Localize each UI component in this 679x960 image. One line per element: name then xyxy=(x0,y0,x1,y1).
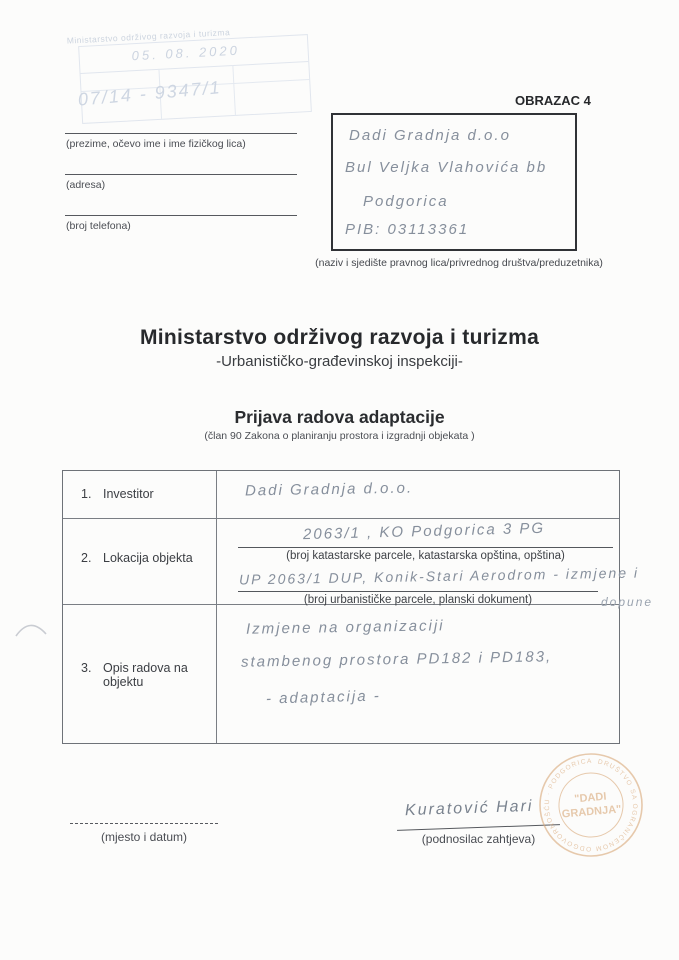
phone-field-caption: (broj telefona) xyxy=(66,220,131,232)
row-number: 3. xyxy=(81,661,92,675)
cadastre-parcel-line xyxy=(238,547,613,548)
stamp-ring-text: DRUŠTVO SA OGRANIČENOM ODGOVORNOŠĆU · PODGORICA xyxy=(543,757,639,853)
form-table xyxy=(62,470,654,744)
form-title-caption: (član 90 Zakona o planiranju prostora i izgradnji objekata ) xyxy=(204,430,475,442)
row-label-text: Lokacija objekta xyxy=(103,551,193,565)
stamp-center-line1: "DADI xyxy=(573,790,607,806)
signature-handwriting: Kuratović Hari xyxy=(404,797,534,820)
cadastre-parcel-caption: (broj katastarske parcele, katastarska opština, opština) xyxy=(286,550,565,562)
ministry-title: Ministarstvo održivog razvoja i turizma xyxy=(139,326,540,349)
address-field-line xyxy=(65,174,297,175)
works-description-line2: stambenog prostora PD182 i PD183, xyxy=(240,648,553,671)
stamp-center-line2: GRADNJA" xyxy=(561,803,622,821)
row-label-text: Opis radova na objektu xyxy=(103,661,188,689)
urban-parcel-overflow: dopune xyxy=(601,595,654,609)
phone-field-line xyxy=(65,215,297,216)
applicant-pib: PIB: 03113361 xyxy=(345,221,470,238)
row-label-text: Investitor xyxy=(103,487,154,501)
intake-stamp-rule xyxy=(81,61,309,74)
name-field-caption: (prezime, očevo ime i ime fizičkog lica) xyxy=(66,138,246,150)
address-field-caption: (adresa) xyxy=(66,179,106,191)
urban-parcel-caption: (broj urbanističke parcele, planski dokument) xyxy=(303,594,533,606)
applicant-name: Dadi Gradnja d.o.o xyxy=(349,127,511,144)
table-row-divider xyxy=(63,518,619,519)
intake-stamp-header: Ministarstvo održivog razvoja i turizma xyxy=(66,27,231,46)
row-number: 1. xyxy=(81,487,92,501)
place-date-line xyxy=(70,823,218,824)
row-number: 2. xyxy=(81,551,92,565)
intake-stamp-date: 05. 08. 2020 xyxy=(131,42,241,64)
cadastre-parcel-value: 2063/1 , KO Podgorica 3 PG xyxy=(302,519,546,544)
applicant-box-caption: (naziv i sjedište pravnog lica/privrednog društva/preduzetnika) xyxy=(315,257,603,269)
applicant-box xyxy=(331,113,577,251)
intake-stamp-rule xyxy=(232,65,236,115)
margin-pen-mark xyxy=(12,614,52,642)
investor-value: Dadi Gradnja d.o.o. xyxy=(244,479,414,500)
urban-parcel-line xyxy=(238,591,598,592)
works-description-line3: - adaptacija - xyxy=(265,687,381,708)
svg-text:DRUŠTVO SA OGRANIČENOM ODGOVOR xyxy=(536,751,645,859)
signer-caption: (podnosilac zahtjeva) xyxy=(421,832,536,846)
intake-stamp-number: 07/14 - 9347/1 xyxy=(77,77,223,110)
company-round-stamp xyxy=(532,748,650,862)
name-field-line xyxy=(65,133,297,134)
ministry-subtitle: -Urbanističko-građevinskoj inspekciji- xyxy=(216,353,463,370)
table-column-divider xyxy=(216,471,217,743)
form-title: Prijava radova adaptacije xyxy=(234,407,445,427)
works-description-line1: Izmjene na organizaciji xyxy=(245,617,445,638)
applicant-city: Podgorica xyxy=(363,193,449,210)
intake-stamp xyxy=(66,27,312,124)
place-date-caption: (mjesto i datum) xyxy=(100,830,188,844)
form-code-label: OBRAZAC 4 xyxy=(515,93,591,108)
applicant-address: Bul Veljka Vlahovića bb xyxy=(345,159,548,176)
urban-parcel-value: UP 2063/1 DUP, Konik-Stari Aerodrom - izmjene i xyxy=(238,564,640,588)
